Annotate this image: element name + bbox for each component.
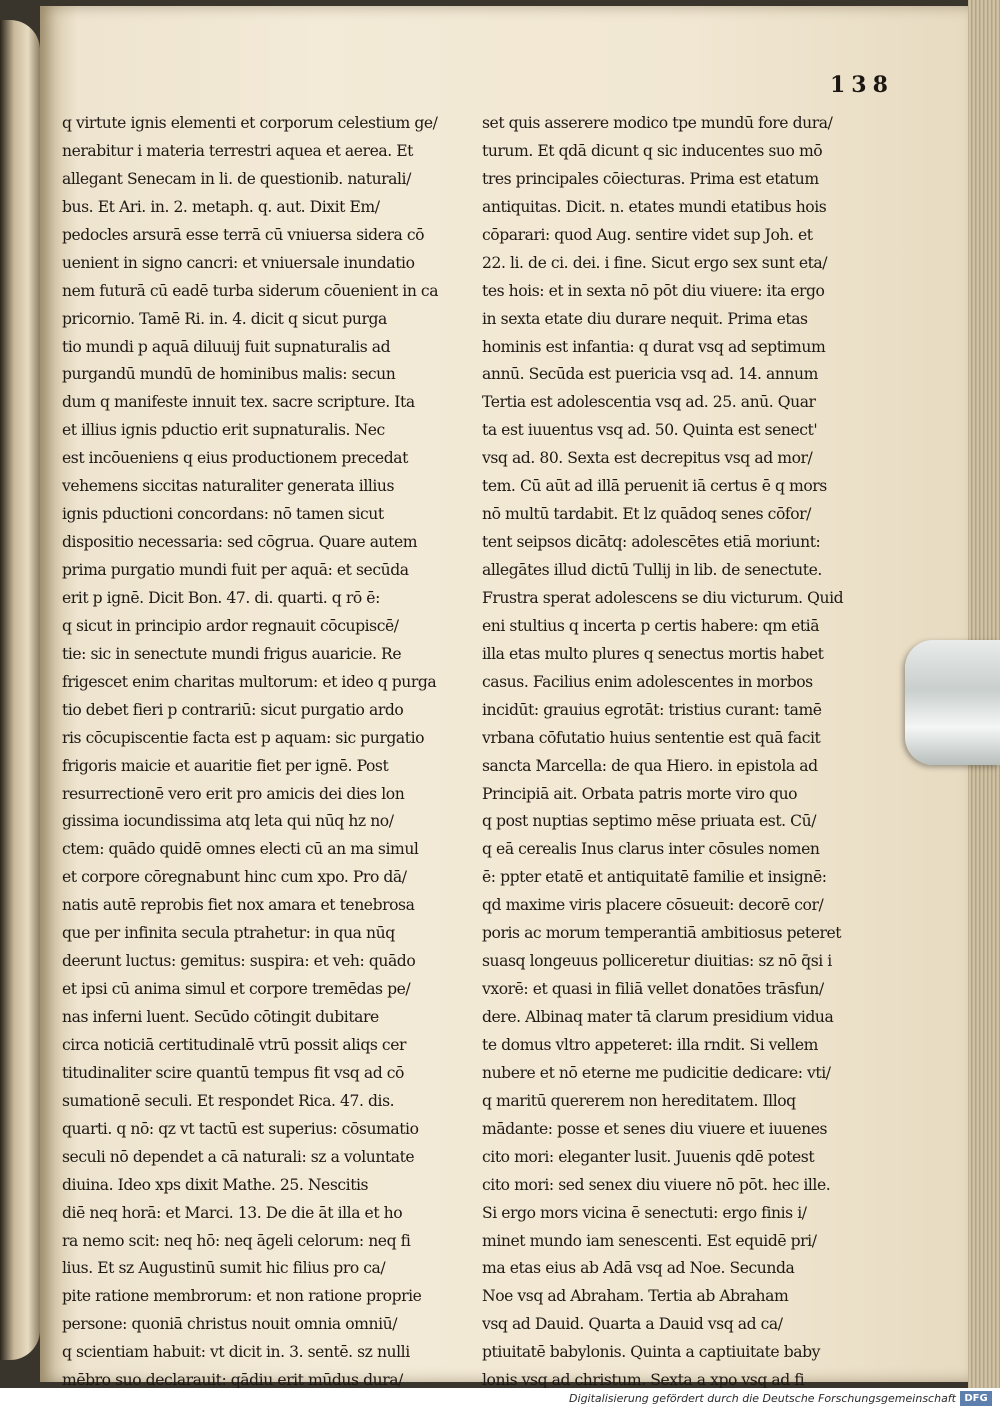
text-line: est incōueniens q eius productionem precedat — [62, 449, 408, 468]
text-line: minet mundo iam senescenti. Est equidē pri/ — [482, 1231, 817, 1250]
text-line: nem futurā cū eadē turba siderum cōuenient in ca — [62, 281, 439, 300]
text-line: annū. Secūda est puericia vsq ad. 14. annum — [482, 365, 818, 384]
text-line: diuina. Ideo xps dixit Mathe. 25. Nescitis — [62, 1175, 369, 1194]
text-line: tio mundi p aquā diluuij fuit supnaturalis ad — [62, 337, 391, 356]
text-line: casus. Facilius enim adolescentes in morbos — [482, 672, 813, 691]
text-line: et ipsi cū anima simul et corpore tremēdas pe/ — [62, 980, 411, 999]
text-line: cito mori: sed senex diu viuere nō pōt. hec ille. — [482, 1175, 831, 1194]
text-line: ris cōcupiscentie facta est p aquam: sic purgatio — [62, 728, 425, 747]
text-line: et illius ignis pductio erit supnaturalis. Nec — [62, 421, 385, 440]
text-line: tres principales cōiecturas. Prima est etatum — [482, 169, 819, 188]
text-line: ta est iuuentus vsq ad. 50. Quinta est senect' — [482, 421, 818, 440]
text-line: incidūt: grauius egrotāt: tristius curant: tamē — [482, 700, 822, 719]
text-line: natis autē reprobis fiet nox amara et tenebrosa — [62, 896, 415, 915]
text-line: titudinaliter scire quantū tempus fit vsq ad cō — [62, 1063, 404, 1082]
text-line: turum. Et qdā dicunt q sic inducentes suo mō — [482, 141, 823, 160]
text-line: resurrectionē vero erit pro amicis dei dies lon — [62, 784, 405, 803]
footer-bar — [0, 1388, 1000, 1411]
text-line: cito mori: eleganter lusit. Juuenis qdē potest — [482, 1147, 815, 1166]
text-line: frigoris maicie et auaritie fiet per ignē. Post — [62, 756, 389, 775]
text-line: prima purgatio mundi fuit per aquā: et secūda — [62, 561, 409, 579]
left-text-column — [62, 110, 457, 1388]
text-line: Frustra sperat adolescens se diu victurum. Quid — [482, 588, 844, 607]
text-line: allegant Senecam in li. de questionib. naturali/ — [62, 169, 411, 188]
text-line: te domus vltro appeteret: illa rndit. Si vellem — [482, 1035, 818, 1054]
text-line: nas inferni luent. Secūdo cōtingit dubitare — [62, 1008, 379, 1026]
text-line: vrbana cōfutatio huius sententie est quā facit — [482, 728, 821, 747]
text-line: ra nemo scit: neq hō: neq āgeli celorum: neq fi — [62, 1231, 411, 1250]
text-line: vsq ad. 80. Sexta est decrepitus vsq ad mor/ — [482, 449, 813, 468]
text-line: vehemens siccitas naturaliter generata illius — [62, 477, 395, 496]
text-line: q sicut in principio ardor regnauit cōcupiscē/ — [62, 616, 399, 635]
text-line: antiquitas. Dicit. n. etates mundi etatibus hois — [482, 197, 827, 216]
text-line: vxorē: et quasi in filiā vellet donatōes trāsfun/ — [482, 980, 824, 999]
text-line: ē: ppter etatē et antiquitatē familie et insignē: — [482, 868, 827, 887]
text-line: circa noticiā certitudinalē vtrū possit aliqs cer — [62, 1035, 406, 1054]
text-line: deerunt luctus: gemitus: suspira: et veh: quādo — [62, 952, 416, 971]
text-line: sumationē seculi. Et respondet Rica. 47. dis. — [62, 1091, 395, 1110]
text-line: eni stultius q incerta p certis habere: qm etiā — [482, 616, 820, 635]
text-line: erit p ignē. Dicit Bon. 47. di. quarti. q rō ē: — [62, 588, 380, 607]
text-line: Principiā ait. Orbata patris morte viro quo — [482, 784, 798, 803]
text-line: mādante: posse et senes diu viuere et iuuenes — [482, 1119, 828, 1138]
right-text-column — [482, 110, 877, 1388]
text-line: sancta Marcella: de qua Hiero. in epistola ad — [482, 756, 818, 775]
text-line: seculi nō dependet a cā naturali: sz a voluntate — [62, 1147, 415, 1166]
text-line: lonis vsq ad christum. Sexta a xpo vsq ad fi — [482, 1371, 805, 1388]
text-line: poris ac morum temperantiā ambitiosus peteret — [482, 924, 842, 943]
text-line: diē neq horā: et Marci. 13. De die āt illa et ho — [62, 1203, 403, 1222]
text-line: in sexta etate diu durare nequit. Prima etas — [482, 309, 808, 328]
text-line: pricornio. Tamē Ri. in. 4. dicit q sicut purga — [62, 309, 387, 328]
text-line: et corpore cōregnabunt hinc cum xpo. Pro dā/ — [62, 868, 407, 887]
text-line: uenient in signo cancri: et vniuersale inundatio — [62, 253, 415, 272]
text-line: Noe vsq ad Abraham. Tertia ab Abraham — [482, 1287, 789, 1306]
folio-number: 138 — [830, 72, 894, 98]
page-clip — [905, 640, 1000, 765]
text-line: dum q manifeste innuit tex. sacre scripture. Ita — [62, 393, 415, 412]
text-line: persone: quoniā christus nouit omnia omniū/ — [62, 1315, 398, 1334]
text-line: hominis est infantia: q durat vsq ad septimum — [482, 337, 826, 356]
text-line: lius. Et sz Augustinū sumit hic filius pro ca/ — [62, 1259, 386, 1278]
facing-page-edge — [0, 20, 40, 1360]
text-line: ptiuitatē babylonis. Quinta a captiuitate baby — [482, 1343, 820, 1362]
text-line: suasq longeuus polliceretur diuitias: sz nō q̄si i — [482, 952, 832, 971]
text-line: cōparari: quod Aug. sentire videt sup Joh. et — [482, 225, 813, 244]
text-line: qd maxime viris placere cōsueuit: decorē cor/ — [482, 896, 824, 915]
text-line: Si ergo mors vicina ē senectuti: ergo finis i/ — [482, 1203, 807, 1222]
text-line: Tertia est adolescentia vsq ad. 25. anū. Quar — [482, 393, 816, 412]
text-line: que per infinita secula ptrahetur: in qua nūq — [62, 924, 395, 943]
text-line: set quis asserere modico tpe mundū fore dura/ — [482, 114, 833, 132]
text-line: tes hois: et in sexta nō pōt diu viuere: ita ergo — [482, 281, 825, 300]
text-line: gissima iocundissima atq leta qui nūq hz no/ — [62, 812, 394, 831]
text-line: tem. Cū aūt ad illā peruenit iā certus ē q mors — [482, 477, 827, 496]
text-line: nubere et nō eterne me pudicitie dedicare: vti/ — [482, 1063, 831, 1082]
text-line: frigescet enim charitas multorum: et ideo q purga — [62, 672, 437, 691]
text-line: tie: sic in senectute mundi frigus auaricie. Re — [62, 644, 402, 663]
text-line: ctem: quādo quidē omnes electi cū an ma simul — [62, 840, 419, 859]
text-line: q scientiam habuit: vt dicit in. 3. sentē. sz nulli — [62, 1343, 410, 1362]
text-line: dispositio necessaria: sed cōgrua. Quare autem — [62, 533, 418, 552]
text-line: q virtute ignis elementi et corporum celestium ge/ — [62, 114, 438, 132]
text-line: pite ratione membrorum: et non ratione proprie — [62, 1287, 422, 1306]
text-line: vsq ad Dauid. Quarta a Dauid vsq ad ca/ — [482, 1315, 783, 1334]
text-line: allegātes illud dictū Tullij in lib. de senectute. — [482, 561, 822, 579]
text-line: illa etas multo plures q senectus mortis habet — [482, 644, 824, 663]
text-line: tent seipsos dicātq: adolescētes etiā moriunt: — [482, 533, 821, 552]
text-line: q post nuptias septimo mēse priuata est. Cū/ — [482, 812, 817, 831]
text-line: q maritū quererem non hereditatem. Illoq — [482, 1091, 796, 1110]
text-line: ma etas eius ab Adā vsq ad Noe. Secunda — [482, 1259, 795, 1278]
text-line: dere. Albinaq mater tā clarum presidium vidua — [482, 1008, 834, 1026]
dfg-logo: DFG — [960, 1391, 992, 1406]
text-line: pedocles arsurā esse terrā cū vniuersa sidera cō — [62, 225, 425, 244]
text-line: quarti. q nō: qz vt tactū est superius: cōsumatio — [62, 1119, 419, 1138]
text-line: nerabitur i materia terrestri aquea et aerea. Et — [62, 141, 413, 160]
text-line: mēbro suo declarauit: qādiu erit mūdus dura/ — [62, 1371, 403, 1388]
text-line: 22. li. de ci. dei. i fine. Sicut ergo sex sunt eta/ — [482, 253, 828, 272]
text-line: ignis pductioni concordans: nō tamen sicut — [62, 505, 384, 524]
text-line: q eā cerealis Inus clarus inter cōsules nomen — [482, 840, 820, 859]
text-line: purgandū mundū de hominibus malis: secun — [62, 365, 396, 384]
text-line: tio debet fieri p contrariū: sicut purgatio ardo — [62, 700, 404, 719]
text-line: nō multū tardabit. Et lz quādoq senes cōfor/ — [482, 505, 811, 524]
text-line: bus. Et Ari. in. 2. metaph. q. aut. Dixit Em/ — [62, 197, 380, 216]
funding-notice: Digitalisierung gefördert durch die Deutsche Forschungsgemeinschaft — [569, 1392, 956, 1405]
